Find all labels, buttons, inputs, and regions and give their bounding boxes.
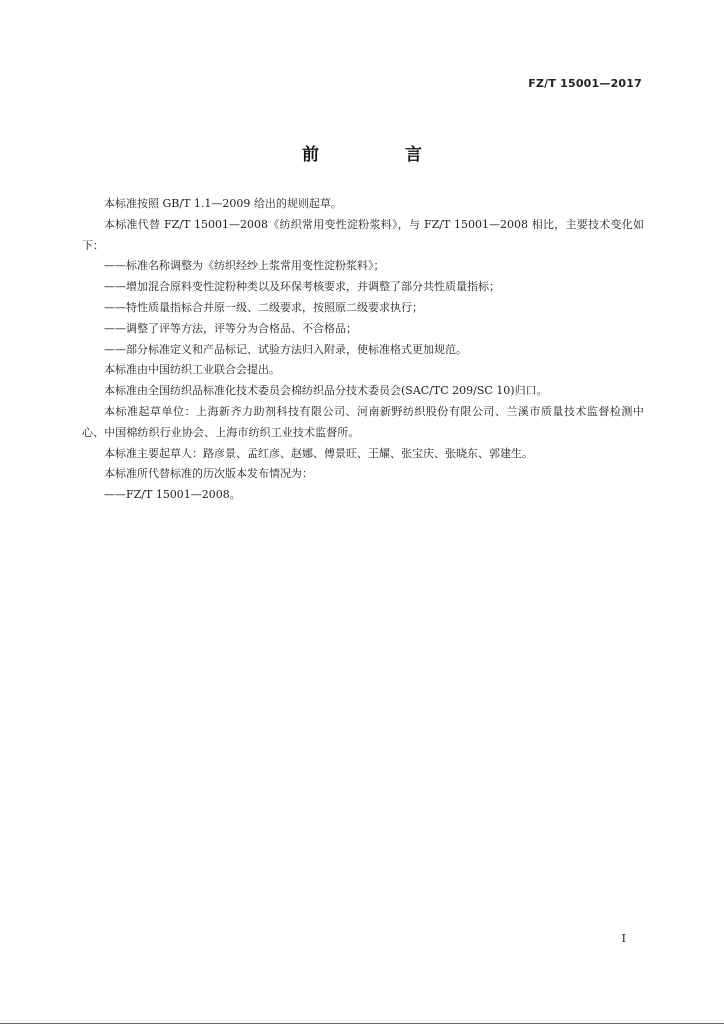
paragraph-administrator: 本标准由全国纺织品标准化技术委员会棉纺织品分技术委员会(SAC/TC 209/SC 10)归口。 xyxy=(104,384,548,398)
list-item-history-1: ——FZ/T 15001—2008。 xyxy=(104,488,241,502)
document-code: FZ/T 15001—2017 xyxy=(528,77,642,90)
paragraph-drafting-units: 本标准起草单位：上海新齐力助剂科技有限公司、河南新野纺织股份有限公司、兰溪市质量技术监督检测中心、中国棉纺织行业协会、上海市纺织工业技术监督所。 xyxy=(82,404,644,439)
paragraph-drafters: 本标准主要起草人：路彦景、孟红彦、赵娜、傅景旺、王耀、张宝庆、张晓东、郭建生。 xyxy=(104,446,533,460)
list-item-change-1: ——标准名称调整为《纺织经纱上浆常用变性淀粉浆料》； xyxy=(104,259,385,273)
page-title: 前 言 xyxy=(302,145,462,165)
foreword-body xyxy=(82,194,644,506)
page-number: I xyxy=(621,932,626,945)
list-item-change-2: ——增加混合原料变性淀粉种类以及环保考核要求，并调整了部分共性质量指标； xyxy=(104,280,500,294)
paragraph-replacement: 本标准代替 FZ/T 15001—2008《纺织常用变性淀粉浆料》，与 FZ/T 15001—2008 相比，主要技术变化如下： xyxy=(82,217,644,252)
paragraph-proposer: 本标准由中国纺织工业联合会提出。 xyxy=(104,363,280,377)
list-item-change-4: ——调整了评等方法，评等分为合格品、不合格品； xyxy=(104,321,357,335)
list-item-change-3: ——特性质量指标合并原一级、二级要求，按照原二级要求执行； xyxy=(104,300,423,314)
paragraph-history: 本标准所代替标准的历次版本发布情况为： xyxy=(104,467,313,481)
paragraph-drafting-rules: 本标准按照 GB/T 1.1—2009 给出的规则起草。 xyxy=(104,197,342,210)
list-item-change-5: ——部分标准定义和产品标记、试验方法归入附录，使标准格式更加规范。 xyxy=(104,342,467,356)
